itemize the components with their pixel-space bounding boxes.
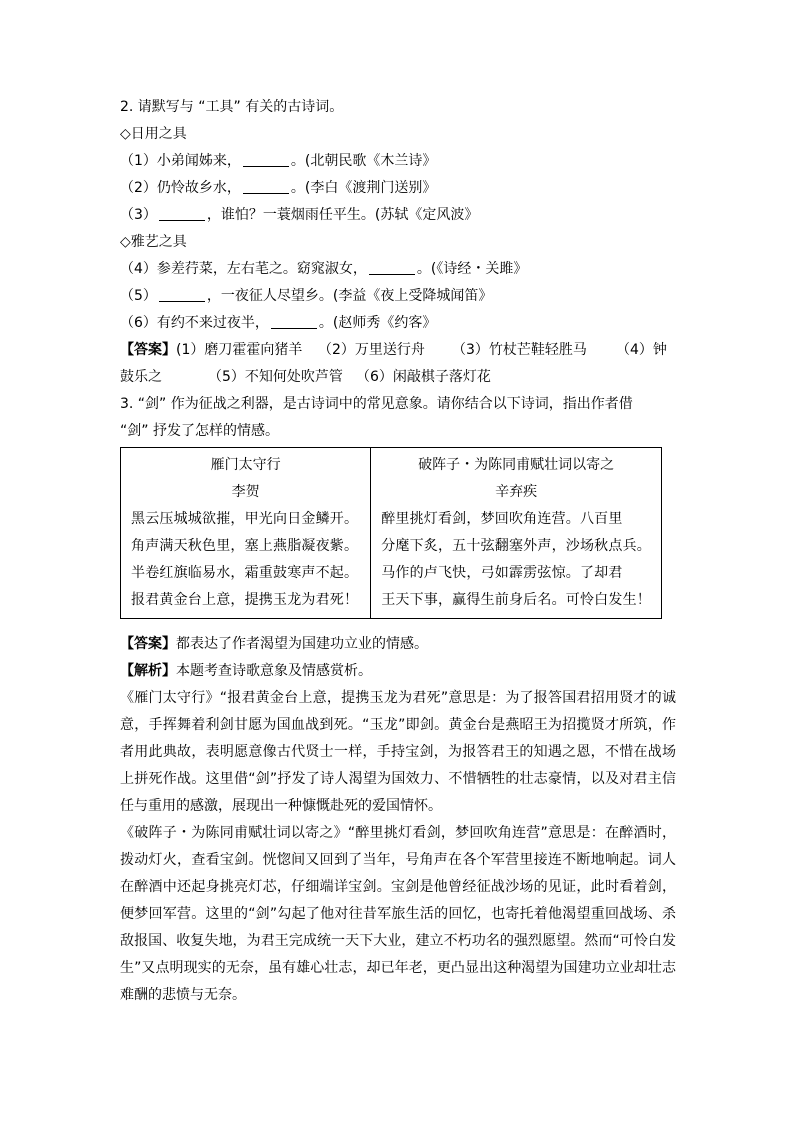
- q2-answer-line-1: [120, 337, 676, 364]
- fill-blank-item: [120, 202, 676, 229]
- poem-right-author: 辛弃疾: [495, 484, 538, 500]
- poem-comparison-table: [120, 447, 662, 619]
- answer-blank: [243, 152, 289, 167]
- analysis-paragraph-2: 《破阵子・为陈同甫赋壮词以寄之》“醉里挑灯看剑，梦回吹角连营”意思是：在醉酒时，拨动灯火，查看宝剑。恍惚间又回到了当年，号角声在各个军营里接连不断地响起。词人在醉酒中还起身挑亮灯芯，仔细端详宝剑。宝剑是他曾经征战沙场的见证，此时看着剑，便梦回军营。这里的“剑”勾起了他对往昔军旅生活的回忆，也寄托着他渴望重回战场、杀敌报国、收复失地，为君王完成统一天下大业，建立不朽功名的强烈愿望。然而“可怜白发生”又点明现实的无奈，虽有雄心壮志，却已年老，更凸显出这种渴望为国建功立业却壮志难酬的悲愤与无奈。: [120, 825, 676, 1003]
- daily-items-list: [120, 148, 676, 229]
- answer-blank: [159, 287, 205, 302]
- q3-answer: [120, 631, 676, 658]
- analysis-intro: 本题考查诗歌意象及情感赏析。: [176, 663, 372, 679]
- item-text: （3）: [120, 207, 157, 223]
- poem-right-cell: [371, 448, 662, 619]
- item-text: （5）: [120, 288, 157, 304]
- answer-item: （3）竹杖芒鞋轻胜马: [452, 342, 587, 358]
- poem-right-line: 分麾下炙，五十弦翻塞外声，沙场秋点兵。: [381, 538, 651, 554]
- fill-blank-item: [120, 148, 676, 175]
- fill-blank-item: [120, 175, 676, 202]
- fill-blank-item: [120, 256, 676, 283]
- item-source: ，一夜征人尽望乡。(李益《夜上受降城闻笛》: [206, 288, 493, 304]
- item-source: 。(李白《渡荆门送别》: [290, 180, 437, 196]
- answer-item: （4）钟: [616, 342, 667, 358]
- question-3-title-line-2: “剑” 抒发了怎样的情感。: [120, 423, 279, 439]
- answer-item: 鼓乐之: [120, 369, 162, 385]
- answer-item: （2）万里送行舟: [318, 342, 425, 358]
- item-text: （2）仍怜故乡水，: [120, 180, 241, 196]
- question-2-title: 2. 请默写与 “工具” 有关的古诗词。: [120, 99, 344, 115]
- poem-left-line: 报君黄金台上意，提携玉龙为君死！: [131, 592, 359, 608]
- answer-item: （6）闲敲棋子落灯花: [356, 369, 491, 385]
- poem-left-line: 半卷红旗临易水，霜重鼓寒声不起。: [131, 565, 359, 581]
- answer-item: （5）不知何处吹芦管: [208, 369, 343, 385]
- q2-answer-line-2: [120, 364, 676, 391]
- poem-left-title: 雁门太守行: [210, 457, 281, 473]
- item-source: ，谁怕？一蓑烟雨任平生。(苏轼《定风波》: [206, 207, 479, 223]
- analysis-paragraph-1: 《雁门太守行》“报君黄金台上意，提携玉龙为君死”意思是：为了报答国君招用贤才的诚意，手挥舞着利剑甘愿为国血战到死。“玉龙”即剑。黄金台是燕昭王为招揽贤才所筑，作者用此典故，表明愿意像古代贤士一样，手持宝剑，为报答君王的知遇之恩，不惜在战场上拼死作战。这里借“剑”抒发了诗人渴望为国效力、不惜牺牲的壮志豪情，以及对君主信任与重用的感激，展现出一种慷慨赴死的爱国情怀。: [120, 690, 676, 814]
- elegant-tools-header: ◇雅艺之具: [120, 234, 187, 250]
- poem-right-title: 破阵子・为陈同甫赋壮词以寄之: [418, 457, 615, 473]
- poem-right-line: 醉里挑灯看剑，梦回吹角连营。八百里: [381, 511, 623, 527]
- answer-tag: 【答案】: [120, 636, 176, 652]
- poem-left-author: 李贺: [231, 484, 260, 500]
- elegant-items-list: [120, 256, 676, 337]
- poem-left-line: 黑云压城城欲摧，甲光向日金鳞开。: [131, 511, 359, 527]
- daily-tools-header: ◇日用之具: [120, 126, 187, 142]
- item-text: （6）有约不来过夜半，: [120, 315, 269, 331]
- item-source: 。(赵师秀《约客》: [318, 315, 437, 331]
- poem-right-line: 王天下事，赢得生前身后名。可怜白发生！: [381, 592, 651, 608]
- fill-blank-item: [120, 283, 676, 310]
- answer-blank: [159, 206, 205, 221]
- item-text: （1）小弟闻姊来，: [120, 153, 241, 169]
- poem-left-cell: [121, 448, 371, 619]
- item-source: 。(《诗经・关雎》: [416, 261, 528, 277]
- answer-text: 都表达了作者渴望为国建功立业的情感。: [176, 636, 428, 652]
- question-3-title-line-1: 3. “剑” 作为征战之利器，是古诗词中的常见意象。请你结合以下诗词，指出作者借: [120, 396, 633, 412]
- document-page: [120, 94, 676, 1009]
- poem-right-line: 马作的卢飞快，弓如霹雳弦惊。了却君: [381, 565, 623, 581]
- answer-item: (1）磨刀霍霍向猪羊: [176, 342, 303, 358]
- analysis-tag: 【解析】: [120, 663, 176, 679]
- poem-left-line: 角声满天秋色里，塞上燕脂凝夜紫。: [131, 538, 359, 554]
- answer-blank: [271, 314, 317, 329]
- answer-blank: [243, 179, 289, 194]
- q3-analysis-header: [120, 658, 676, 685]
- answer-tag: 【答案】: [120, 342, 176, 358]
- item-text: （4）参差荇菜，左右芼之。窈窕淑女，: [120, 261, 367, 277]
- item-source: 。(北朝民歌《木兰诗》: [290, 153, 437, 169]
- fill-blank-item: [120, 310, 676, 337]
- answer-blank: [369, 260, 415, 275]
